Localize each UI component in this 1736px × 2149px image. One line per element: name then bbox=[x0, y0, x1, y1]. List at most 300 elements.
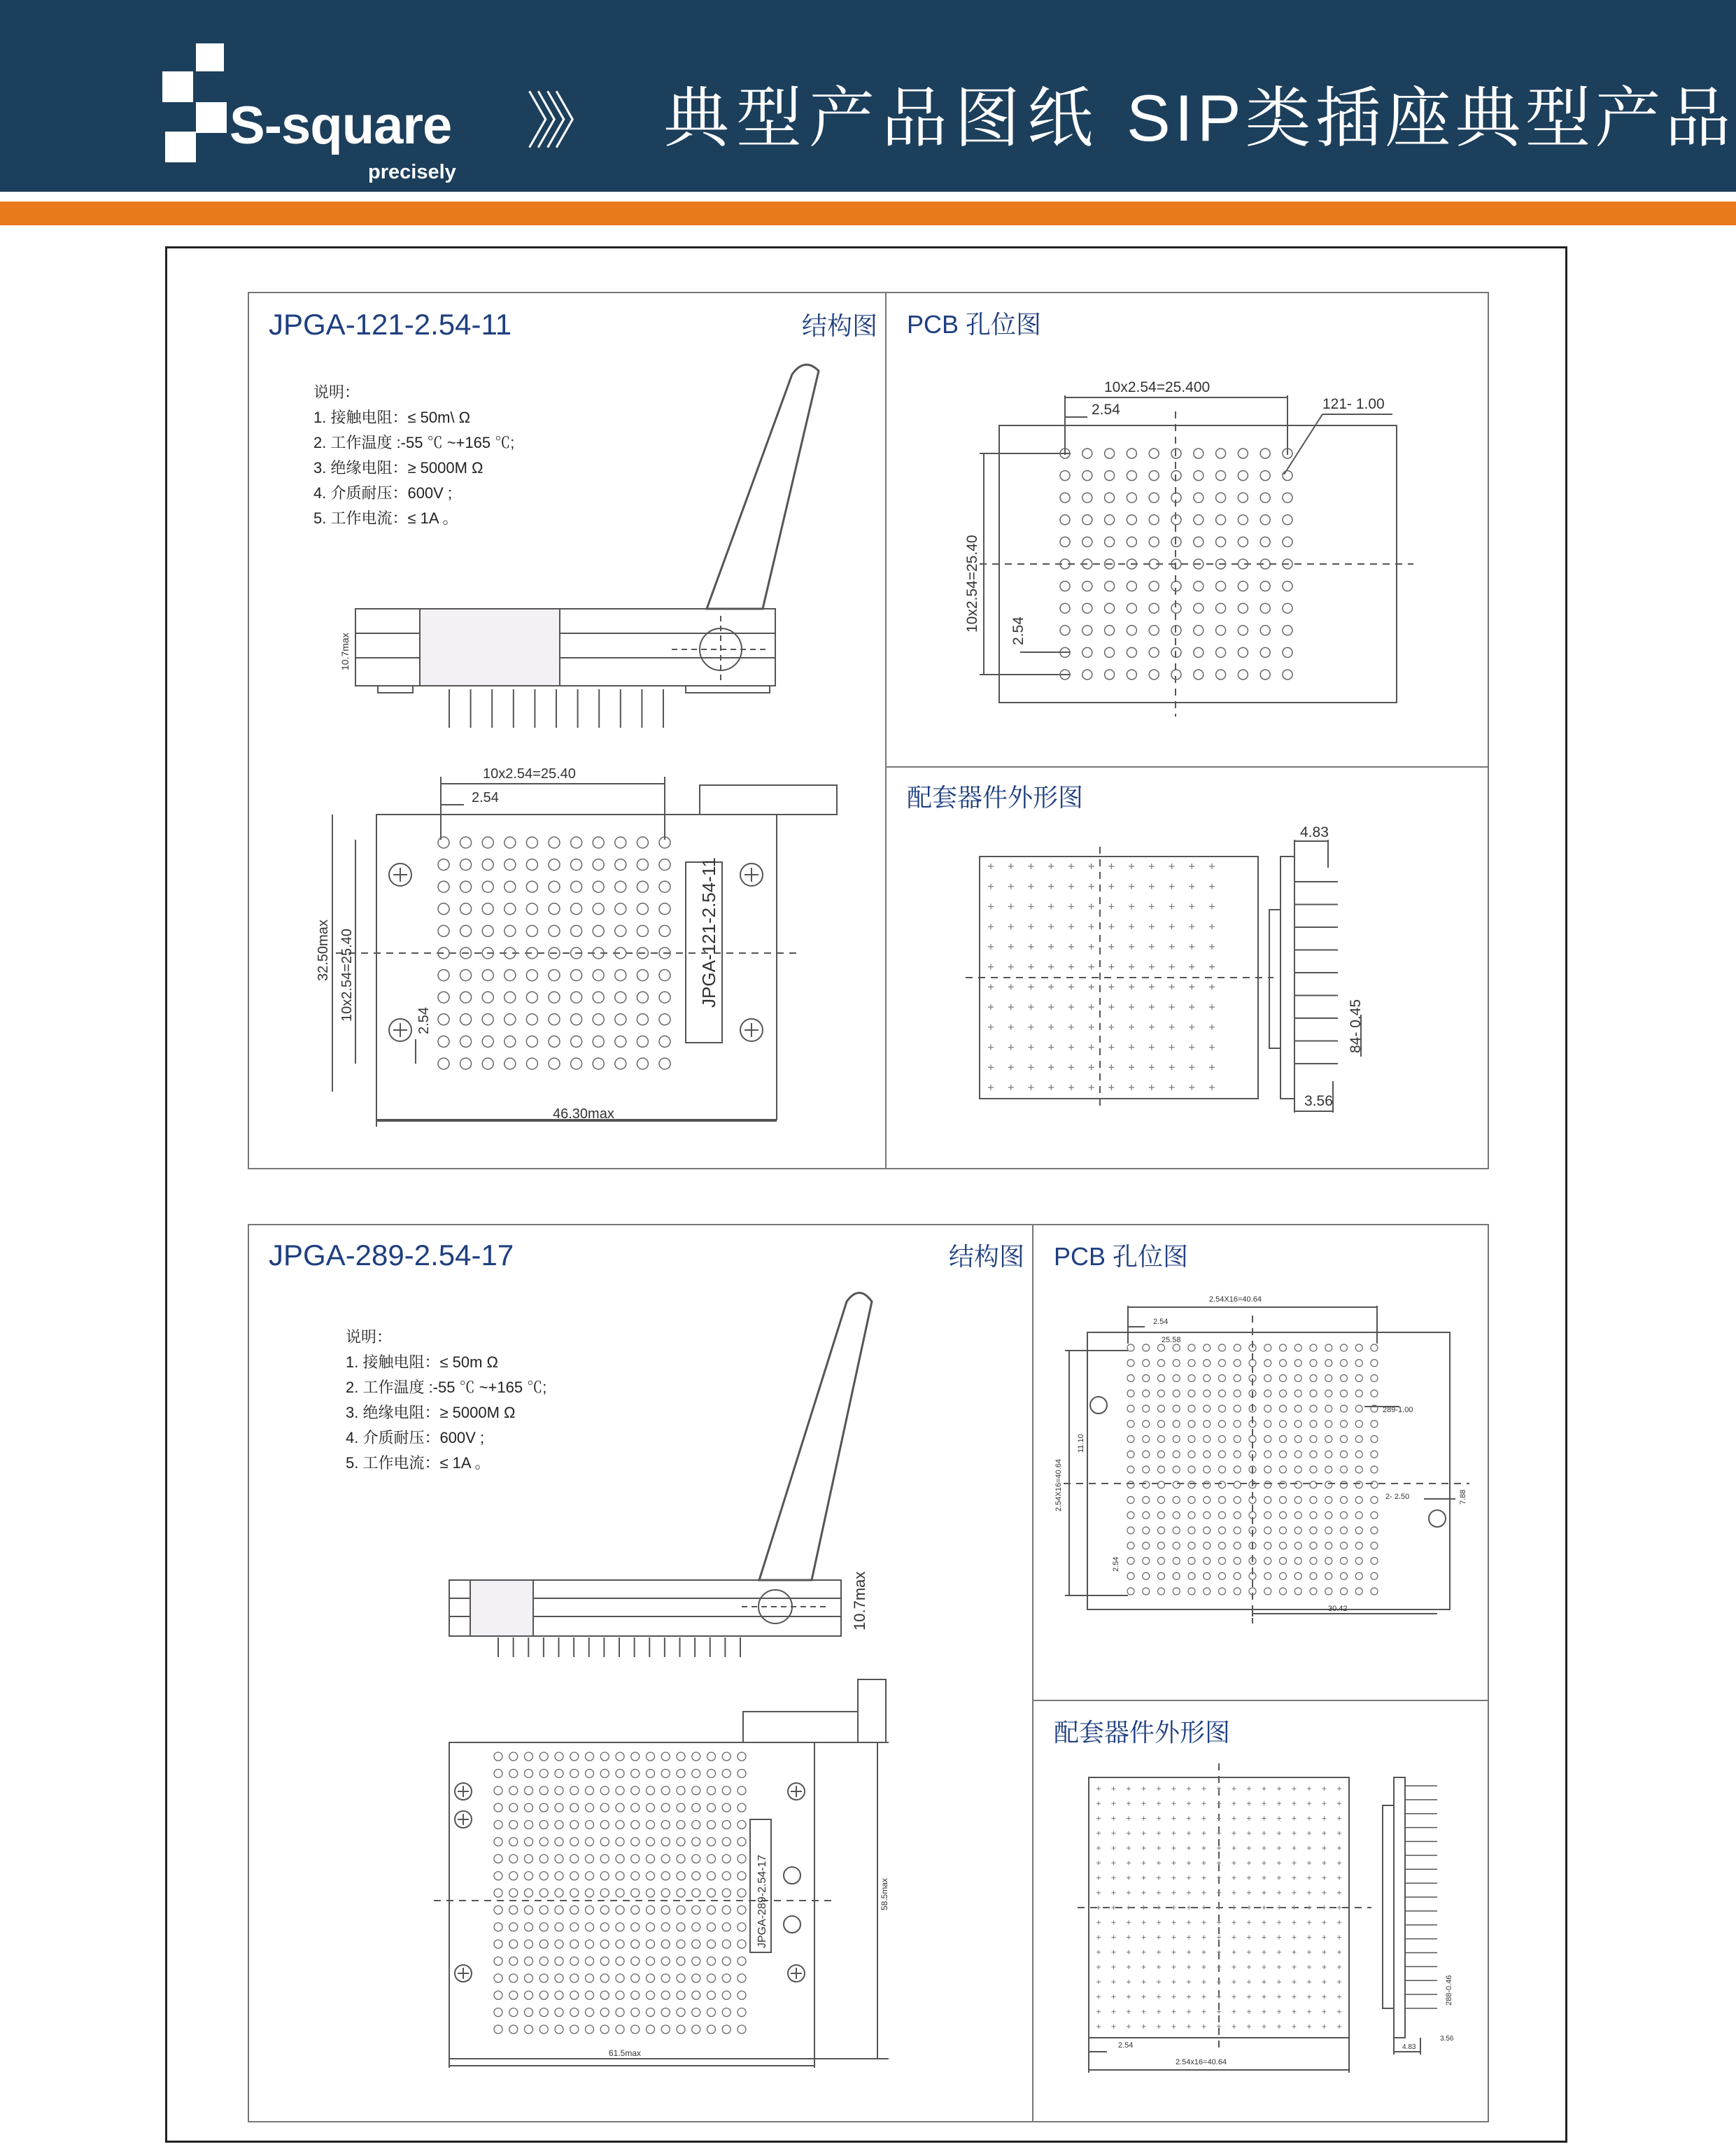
pcb-hole bbox=[1149, 603, 1159, 613]
pcb-hole bbox=[1280, 1572, 1287, 1579]
mating-pin bbox=[1129, 1064, 1134, 1070]
pin-hole bbox=[494, 1923, 502, 1931]
mating-pin bbox=[1008, 984, 1014, 989]
mating-pin bbox=[1189, 864, 1194, 869]
pcb-hole bbox=[1310, 1572, 1317, 1579]
brand-tagline: precisely bbox=[368, 161, 456, 183]
mating-pin bbox=[1142, 1891, 1146, 1895]
pcb-hole bbox=[1355, 1421, 1362, 1428]
pcb-hole bbox=[1371, 1436, 1378, 1443]
pin-hole bbox=[504, 925, 516, 936]
mating-pin bbox=[1262, 2024, 1266, 2029]
mating-pin bbox=[1262, 1936, 1266, 1940]
pcb-hole bbox=[1355, 1572, 1362, 1579]
mating-pin bbox=[1112, 1965, 1116, 1969]
pcb-hole bbox=[1149, 647, 1159, 657]
pin-hole bbox=[539, 1872, 548, 1880]
pin-hole bbox=[637, 1014, 648, 1025]
pin-hole bbox=[661, 2025, 670, 2034]
mating-pin bbox=[1247, 1950, 1251, 1954]
pin-hole bbox=[616, 1838, 624, 1846]
pcb-hole bbox=[1127, 1466, 1134, 1473]
mating-pin bbox=[1028, 1085, 1033, 1090]
pcb-hole bbox=[1060, 471, 1070, 481]
product2-pcb-pitch-v: 2.54 bbox=[1112, 1556, 1120, 1572]
pcb-hole bbox=[1294, 1512, 1301, 1519]
mating-pin bbox=[1217, 1787, 1221, 1791]
pin-hole bbox=[615, 903, 626, 915]
pcb-hole bbox=[1325, 1360, 1332, 1367]
pin-hole bbox=[600, 1991, 609, 1999]
pcb-hole bbox=[1341, 1497, 1348, 1504]
pcb-hole bbox=[1194, 515, 1204, 525]
pin-hole bbox=[616, 1821, 624, 1829]
pin-hole bbox=[526, 992, 537, 1003]
pcb-hole bbox=[1219, 1436, 1226, 1443]
mating-pin bbox=[1068, 1004, 1074, 1010]
pin-hole bbox=[504, 859, 516, 871]
pcb-hole bbox=[1325, 1436, 1332, 1443]
mating-pin bbox=[1189, 1004, 1194, 1010]
pcb-hole bbox=[1173, 1588, 1180, 1595]
pin-hole bbox=[570, 1854, 579, 1863]
mating-pin bbox=[1202, 2010, 1206, 2014]
mating-pin bbox=[1247, 2024, 1251, 2029]
pin-hole bbox=[570, 2025, 579, 2034]
mating-pin bbox=[1169, 944, 1175, 950]
pin-hole bbox=[460, 881, 472, 892]
pin-hole bbox=[586, 2008, 594, 2017]
pcb-hole bbox=[1194, 626, 1204, 635]
pin-hole bbox=[570, 1889, 579, 1897]
pcb-hole bbox=[1188, 1405, 1195, 1412]
product2-mating-side-pins bbox=[1405, 1786, 1437, 2008]
mating-pin bbox=[1048, 944, 1054, 950]
pcb-hole bbox=[1341, 1436, 1348, 1443]
pin-hole bbox=[661, 1803, 670, 1812]
mating-pin bbox=[988, 1045, 994, 1050]
pcb-hole bbox=[1219, 1405, 1226, 1412]
pin-hole bbox=[692, 1889, 700, 1897]
mating-pin bbox=[1028, 884, 1033, 889]
product1-pcb-holes: 121- 1.00 bbox=[1322, 396, 1385, 412]
pin-hole bbox=[525, 1940, 533, 1948]
mating-pin bbox=[1202, 1861, 1206, 1865]
pcb-hole bbox=[1216, 493, 1226, 502]
pcb-hole bbox=[1127, 1375, 1134, 1382]
pcb-hole bbox=[1264, 1390, 1271, 1397]
pcb-hole bbox=[1127, 1481, 1134, 1488]
pcb-hole bbox=[1280, 1421, 1287, 1428]
pin-hole bbox=[586, 1769, 594, 1777]
pcb-hole bbox=[1341, 1558, 1348, 1565]
pcb-hole bbox=[1264, 1588, 1271, 1595]
mating-pin bbox=[1142, 1920, 1146, 1924]
pin-hole bbox=[460, 903, 472, 915]
mating-pin bbox=[1202, 1831, 1206, 1836]
pin-hole bbox=[600, 1923, 609, 1931]
pcb-hole bbox=[1234, 1466, 1241, 1473]
pcb-hole bbox=[1204, 1588, 1211, 1595]
product1-pcb-span-h: 10x2.54=25.400 bbox=[1104, 379, 1211, 395]
product2-mating-w: 4.83 bbox=[1402, 2043, 1416, 2051]
pin-hole bbox=[738, 1923, 746, 1931]
pin-hole bbox=[661, 1905, 670, 1914]
mating-pin bbox=[1209, 1085, 1215, 1090]
pin-hole bbox=[738, 1957, 746, 1966]
pin-hole bbox=[549, 1014, 560, 1025]
pin-hole bbox=[631, 1803, 640, 1812]
pcb-hole bbox=[1264, 1436, 1271, 1443]
pin-hole bbox=[494, 1905, 502, 1914]
mating-pin bbox=[1232, 1831, 1236, 1836]
pin-hole bbox=[661, 1957, 670, 1966]
mating-pin bbox=[1048, 864, 1054, 869]
pcb-hole bbox=[1188, 1542, 1195, 1549]
mating-pin bbox=[1169, 984, 1175, 989]
pcb-hole bbox=[1158, 1451, 1165, 1458]
pin-hole bbox=[539, 2008, 548, 2017]
pcb-hole bbox=[1158, 1375, 1165, 1382]
pcb-hole bbox=[1127, 1390, 1134, 1397]
mating-pin bbox=[1127, 1980, 1131, 1984]
pcb-hole bbox=[1127, 670, 1136, 679]
product1-mating-pins: 84- 0.45 bbox=[1348, 999, 1364, 1053]
pcb-hole bbox=[1341, 1421, 1348, 1428]
pin-hole bbox=[631, 1854, 640, 1863]
pcb-hole bbox=[1204, 1466, 1211, 1473]
pin-hole bbox=[631, 2008, 640, 2017]
pcb-hole bbox=[1143, 1390, 1150, 1397]
pcb-hole bbox=[1204, 1436, 1211, 1443]
pcb-hole bbox=[1238, 515, 1248, 525]
pin-hole bbox=[637, 1058, 648, 1069]
pcb-hole bbox=[1158, 1390, 1165, 1397]
pcb-hole bbox=[1264, 1421, 1271, 1428]
product1-top-view bbox=[332, 777, 837, 1127]
product2-note-4: 4. 介质耐压：600V ; bbox=[346, 1429, 485, 1446]
pcb-hole bbox=[1173, 1344, 1180, 1351]
mating-pin bbox=[1149, 884, 1155, 889]
mating-pin bbox=[1068, 924, 1074, 929]
pcb-hole bbox=[1149, 582, 1159, 591]
pcb-hole bbox=[1188, 1451, 1195, 1458]
pin-hole bbox=[539, 1803, 548, 1812]
pcb-hole bbox=[1105, 537, 1115, 547]
pin-hole bbox=[677, 1787, 685, 1795]
pcb-hole bbox=[1371, 1421, 1378, 1428]
mating-pin bbox=[1189, 1064, 1194, 1070]
pin-hole bbox=[707, 1889, 716, 1897]
pin-hole bbox=[661, 1872, 670, 1880]
mating-pin bbox=[1157, 1831, 1161, 1836]
mating-pin bbox=[1337, 1980, 1341, 1984]
mating-pin bbox=[1028, 924, 1033, 929]
pin-hole bbox=[616, 1957, 624, 1966]
pin-hole bbox=[494, 1854, 502, 1863]
product2-mating-pins: 288-0.46 bbox=[1445, 1975, 1453, 2006]
mating-pin bbox=[1232, 1861, 1236, 1865]
pin-hole bbox=[571, 970, 582, 981]
mating-pin bbox=[1232, 1801, 1236, 1805]
pin-hole bbox=[631, 1974, 640, 1982]
mating-pin bbox=[1112, 1920, 1116, 1924]
mating-pin bbox=[1172, 2010, 1176, 2014]
mating-pin bbox=[1129, 944, 1134, 950]
mating-pin bbox=[1096, 1936, 1101, 1940]
pcb-hole bbox=[1127, 582, 1136, 591]
pin-hole bbox=[647, 1872, 655, 1880]
pin-hole bbox=[460, 925, 472, 936]
pcb-hole bbox=[1127, 647, 1136, 657]
pin-hole bbox=[586, 1957, 594, 1966]
pin-hole bbox=[707, 1923, 716, 1931]
mating-pin bbox=[1127, 1950, 1131, 1954]
mating-pin bbox=[1189, 984, 1194, 989]
pcb-hole bbox=[1219, 1588, 1226, 1595]
pcb-hole bbox=[1149, 626, 1159, 635]
pin-hole bbox=[555, 1787, 563, 1795]
mating-pin bbox=[1172, 1787, 1176, 1791]
pin-hole bbox=[555, 1854, 563, 1863]
pin-hole bbox=[525, 1974, 533, 1982]
pin-hole bbox=[615, 925, 626, 936]
pcb-hole bbox=[1082, 449, 1092, 458]
mating-pin bbox=[1232, 1817, 1236, 1821]
pin-hole bbox=[438, 837, 449, 848]
pcb-hole bbox=[1355, 1481, 1362, 1488]
pcb-hole bbox=[1204, 1481, 1211, 1488]
pcb-hole bbox=[1280, 1436, 1287, 1443]
mating-pin bbox=[1187, 1980, 1191, 1984]
pcb-hole bbox=[1149, 449, 1159, 458]
mating-pin bbox=[1202, 1846, 1206, 1850]
mating-pin bbox=[1232, 1936, 1236, 1940]
mating-pin bbox=[1048, 1064, 1054, 1070]
pin-hole bbox=[525, 1991, 533, 1999]
mating-pin bbox=[1337, 1891, 1341, 1895]
pcb-hole bbox=[1188, 1572, 1195, 1579]
pcb-hole bbox=[1143, 1542, 1150, 1549]
pcb-hole bbox=[1204, 1375, 1211, 1382]
mating-pin bbox=[1089, 964, 1094, 970]
pin-hole bbox=[509, 1803, 518, 1812]
pin-hole bbox=[722, 1905, 731, 1914]
pcb-hole bbox=[1234, 1375, 1241, 1382]
mating-pin bbox=[1142, 1995, 1146, 1999]
mating-pin bbox=[1142, 1936, 1146, 1940]
mating-pin bbox=[1169, 1064, 1175, 1070]
pin-hole bbox=[677, 1957, 685, 1966]
pcb-hole bbox=[1127, 603, 1136, 613]
pcb-hole bbox=[1294, 1588, 1301, 1595]
product1-top-vpitch: 2.54 bbox=[416, 1007, 432, 1034]
mating-pin bbox=[1189, 964, 1194, 970]
mating-pin bbox=[1142, 1787, 1146, 1791]
mating-pin bbox=[1307, 1846, 1311, 1850]
pcb-hole bbox=[1158, 1344, 1165, 1351]
mating-pin bbox=[1112, 1831, 1116, 1836]
pin-hole bbox=[593, 859, 604, 871]
mating-pin bbox=[1008, 1045, 1014, 1050]
mating-pin bbox=[1217, 1891, 1221, 1895]
pin-hole bbox=[738, 1905, 746, 1914]
mating-pin bbox=[1337, 1876, 1341, 1880]
pcb-hole bbox=[1082, 493, 1092, 502]
pcb-hole bbox=[1173, 1527, 1180, 1534]
mating-pin bbox=[1202, 1936, 1206, 1940]
mating-pin bbox=[1127, 1831, 1131, 1836]
mating-pin bbox=[1277, 2010, 1281, 2014]
pcb-hole bbox=[1127, 1542, 1134, 1549]
product2-model: JPGA-289-2.54-17 bbox=[269, 1239, 514, 1271]
pin-hole bbox=[549, 925, 560, 936]
pcb-hole bbox=[1325, 1481, 1332, 1488]
pin-hole bbox=[722, 1957, 731, 1966]
pcb-hole bbox=[1355, 1405, 1362, 1412]
pin-hole bbox=[647, 2008, 655, 2017]
mating-pin bbox=[1112, 2024, 1116, 2029]
mating-pin bbox=[988, 1004, 994, 1010]
product2-mating-base: 3.56 bbox=[1440, 2035, 1454, 2043]
mating-pin bbox=[1112, 1891, 1116, 1895]
pcb-hole bbox=[1280, 1451, 1287, 1458]
mating-pin bbox=[1127, 1995, 1131, 1999]
mating-pin bbox=[1089, 1024, 1094, 1030]
pcb-hole bbox=[1219, 1512, 1226, 1519]
pin-hole bbox=[571, 925, 582, 936]
pcb-hole bbox=[1219, 1344, 1226, 1351]
pin-hole bbox=[482, 970, 493, 981]
pcb-hole bbox=[1264, 1360, 1271, 1367]
pcb-hole bbox=[1264, 1451, 1271, 1458]
pcb-hole bbox=[1219, 1466, 1226, 1473]
mating-pin bbox=[1127, 1936, 1131, 1940]
pin-hole bbox=[494, 1752, 502, 1761]
mating-pin bbox=[1217, 2024, 1221, 2029]
mating-pin bbox=[1262, 1891, 1266, 1895]
pin-hole bbox=[525, 2025, 533, 2034]
product1-mating-w: 4.83 bbox=[1300, 824, 1329, 840]
mating-pin bbox=[1307, 1950, 1311, 1954]
mating-pin bbox=[1277, 1831, 1281, 1836]
pin-hole bbox=[738, 1940, 746, 1948]
mating-pin bbox=[1322, 1801, 1327, 1805]
product1-side-pins bbox=[449, 689, 663, 728]
mating-pin bbox=[1322, 1920, 1327, 1924]
mating-pin bbox=[1172, 1920, 1176, 1924]
pcb-hole bbox=[1143, 1572, 1150, 1579]
pcb-hole bbox=[1283, 647, 1292, 657]
pcb-hole bbox=[1158, 1421, 1165, 1428]
pcb-hole bbox=[1325, 1466, 1332, 1473]
mating-pin bbox=[1277, 1905, 1281, 1910]
mating-pin bbox=[1209, 944, 1215, 950]
pin-hole bbox=[539, 1974, 548, 1982]
pcb-hole bbox=[1371, 1466, 1378, 1473]
product2-note-2: 2. 工作温度 :-55 ℃ ~+165 ℃; bbox=[346, 1379, 547, 1396]
pin-hole bbox=[509, 1923, 518, 1931]
pin-hole bbox=[600, 1803, 609, 1812]
pcb-hole bbox=[1173, 1451, 1180, 1458]
mating-pin bbox=[1108, 884, 1114, 889]
pcb-hole bbox=[1280, 1497, 1287, 1504]
mating-pin bbox=[1089, 1004, 1094, 1010]
pin-hole bbox=[555, 1957, 563, 1966]
pcb-hole bbox=[1173, 1405, 1180, 1412]
pcb-hole bbox=[1204, 1542, 1211, 1549]
pcb-hole bbox=[1294, 1558, 1301, 1565]
pcb-hole bbox=[1325, 1497, 1332, 1504]
pin-hole bbox=[509, 1974, 518, 1982]
mating-pin bbox=[1008, 1024, 1014, 1030]
pin-hole bbox=[659, 970, 670, 981]
mating-pin bbox=[1217, 1995, 1221, 1999]
mating-pin bbox=[1127, 1905, 1131, 1910]
pin-hole bbox=[659, 1036, 670, 1047]
pcb-hole bbox=[1143, 1421, 1150, 1428]
pin-hole bbox=[555, 1974, 563, 1982]
pin-hole bbox=[692, 1769, 700, 1777]
pin-hole bbox=[482, 903, 493, 915]
pcb-hole bbox=[1260, 626, 1270, 635]
mating-pin bbox=[1247, 1787, 1251, 1791]
pin-hole bbox=[637, 992, 648, 1003]
pin-hole bbox=[616, 1803, 624, 1812]
pin-hole bbox=[722, 2008, 731, 2017]
mating-pin bbox=[1172, 1965, 1176, 1969]
pin-hole bbox=[722, 2025, 731, 2034]
pcb-hole bbox=[1325, 1558, 1332, 1565]
pcb-hole bbox=[1082, 626, 1092, 635]
pcb-hole bbox=[1143, 1512, 1150, 1519]
mating-pin bbox=[1322, 1831, 1327, 1836]
mating-pin bbox=[1142, 1831, 1146, 1836]
pcb-hole bbox=[1341, 1588, 1348, 1595]
pin-hole bbox=[482, 925, 493, 936]
pcb-hole bbox=[1194, 582, 1204, 591]
mating-pin bbox=[1189, 924, 1194, 929]
pcb-hole bbox=[1173, 1512, 1180, 1519]
pin-hole bbox=[549, 1058, 560, 1069]
pin-hole bbox=[504, 837, 516, 848]
mating-pin bbox=[1202, 1801, 1206, 1805]
pin-hole bbox=[539, 1821, 548, 1829]
mating-pin bbox=[1112, 1936, 1116, 1940]
pin-hole bbox=[707, 1974, 716, 1982]
mating-pin bbox=[1048, 1045, 1054, 1050]
pin-hole bbox=[707, 1991, 716, 1999]
pin-hole bbox=[692, 2025, 700, 2034]
pcb-hole bbox=[1173, 1360, 1180, 1367]
pin-hole bbox=[593, 1058, 604, 1069]
product2-note-5: 5. 工作电流：≤ 1A 。 bbox=[346, 1454, 491, 1472]
pcb-hole bbox=[1219, 1375, 1226, 1382]
pin-hole bbox=[631, 1905, 640, 1914]
mating-pin bbox=[1247, 1846, 1251, 1850]
pin-hole bbox=[570, 1872, 579, 1880]
mating-pin bbox=[1307, 1980, 1311, 1984]
pin-hole bbox=[509, 1991, 518, 1999]
pcb-hole bbox=[1194, 537, 1204, 547]
pcb-hole bbox=[1219, 1451, 1226, 1458]
mating-pin bbox=[1142, 1817, 1146, 1821]
mating-pin bbox=[1337, 1861, 1341, 1865]
pin-hole bbox=[494, 2025, 502, 2034]
mating-pin bbox=[1172, 1801, 1176, 1805]
pcb-hole bbox=[1341, 1360, 1348, 1367]
pcb-hole bbox=[1216, 449, 1226, 458]
